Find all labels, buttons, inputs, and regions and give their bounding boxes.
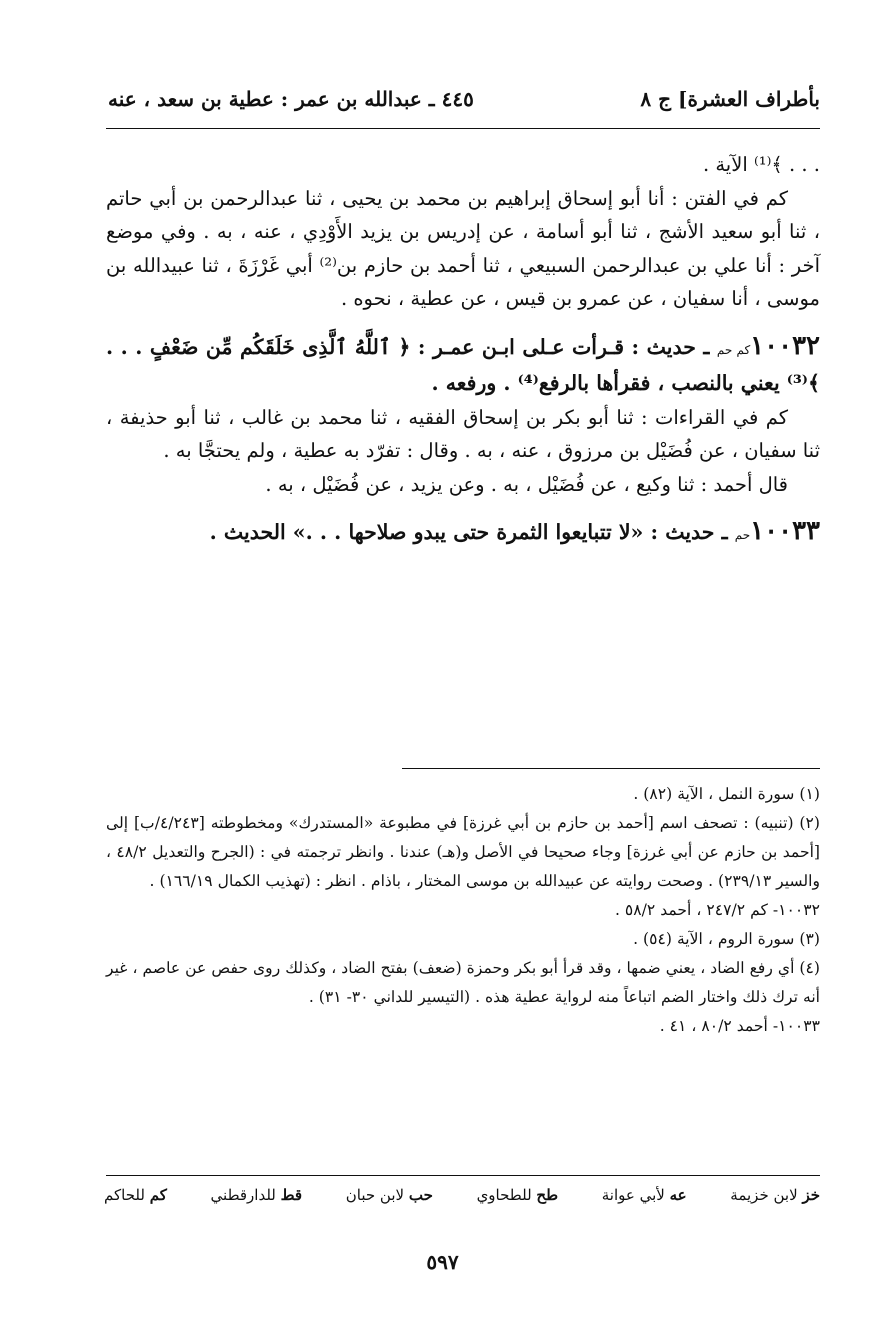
footnote-reference: ١٠٠٣٢- كم ٢٤٧/٢ ، أحمد ٥٨/٢ .: [614, 901, 820, 919]
footnote: (٣) سورة الروم ، الآية (٥٤) .: [633, 930, 820, 948]
header-book-title: بأطراف العشرة] ج ٨: [640, 87, 820, 111]
footnote-rule: [402, 768, 820, 769]
header-rule: [106, 128, 820, 129]
hadith-number: ١٠٠٣٣: [750, 516, 820, 546]
hadith-sigla: كم حم: [716, 342, 751, 357]
isnad-paragraph: قال أحمد : ثنا وكيع ، عن فُضَيْل ، به . وعن يزيد ، عن فُضَيْل ، به .: [265, 472, 788, 496]
footnote: (١) سورة النمل ، الآية (٨٢) .: [633, 785, 820, 803]
hadith-sigla: حم: [734, 528, 751, 542]
quran-verse: ﴿ ٱللَّهُ ٱلَّذِى خَلَقَكُم مِّن ضَعْفٍ: [149, 334, 411, 359]
footnote-reference: ١٠٠٣٣- أحمد ٨٠/٢ ، ٤١ .: [659, 1017, 820, 1035]
hadith-number: ١٠٠٣٢: [750, 330, 820, 361]
legend-item: كم للحاكم: [104, 1186, 167, 1204]
hadith-intro: ـ حديث : قـرأت عـلى ابـن عمـر :: [417, 334, 710, 359]
legend-rule: [106, 1175, 820, 1176]
footnote: (٢) (تنبيه) : تصحف اسم [أحمد بن حازم بن أبي غرزة] في مطبوعة «المستدرك» ومخطوطته [٤/٢٤٣/ب] إلى [أحمد بن حازم عن أبي غرزة] وجاء صحيحا في الأصل و(هـ) عندنا . وانظر ترجمته في : (الجرح والتعديل ٤٨/٢ ، والسير ٢٣٩/١٣) . وصحت روايته عن عبيدالله بن موسى المختار ، باذام . انظر : (تهذيب الكمال ١٦٦/١٩) .: [106, 814, 820, 890]
running-header: [108, 82, 820, 116]
hadith-text: ـ حديث : «لا تتبايعوا الثمرة حتى يبدو صلاحها . . .» الحديث .: [209, 520, 728, 544]
legend-item: قط للدارقطني: [210, 1186, 303, 1204]
legend-item: طح للطحاوي: [476, 1186, 559, 1204]
legend-item: حب لابن حبان: [345, 1186, 433, 1204]
isnad-paragraph: كم في الفتن : أنا أبو إسحاق إبراهيم بن محمد بن يحيى ، ثنا عبدالرحمن بن أبي حاتم ، ثنا أبو سعيد الأشج ، ثنا أبو أسامة ، عن إدريس بن يزيد الأَوْدِي ، عنه ، به . وفي موضع آخر : أنا علي بن عبدالرحمن السبيعي ، ثنا أحمد بن حازم بن⁽²⁾ أبي غَرْزَةَ ، ثنا عبيدالله بن موسى ، أنا سفيان ، عن عمرو بن قيس ، عن عطية ، نحوه .: [106, 186, 820, 310]
hadith-rest: . . . ﴾⁽³⁾ يعني بالنصب ، فقرأها بالرفع⁽⁴⁾ . ورفعه .: [106, 334, 820, 395]
verse-continuation: . . . ﴾⁽¹⁾ الآية .: [702, 153, 820, 176]
legend-item: عه لأبي عوانة: [601, 1186, 687, 1204]
footnotes: [106, 780, 820, 1041]
header-section-title: ٤٤٥ ـ عبدالله بن عمر : عطية بن سعد ، عنه: [108, 87, 474, 111]
page-number: ٥٩٧: [426, 1250, 459, 1274]
isnad-paragraph: كم في القراءات : ثنا أبو بكر بن إسحاق الفقيه ، ثنا محمد بن غالب ، ثنا أبو حذيفة ، ثنا سفيان ، عن فُضَيْل بن مرزوق ، عنه ، به . وقال : تفرّد به عطية ، ولم يحتجَّا به .: [106, 405, 820, 462]
main-text: [106, 148, 820, 553]
abbreviation-legend: [104, 1186, 820, 1204]
hadith-10033: [106, 515, 820, 553]
footnote: (٤) أي رفع الضاد ، يعني ضمها ، وقد قرأ أبو بكر وحمزة (ضعف) بفتح الضاد ، وكذلك روى حفص عن عاصم ، غير أنه ترك ذلك واختار الضم اتباعاً منه لرواية عطية هذه . (التيسير للداني ٣٠- ٣١) .: [106, 959, 820, 1006]
hadith-10032: [106, 330, 820, 401]
legend-item: خز لابن خزيمة: [730, 1186, 820, 1204]
